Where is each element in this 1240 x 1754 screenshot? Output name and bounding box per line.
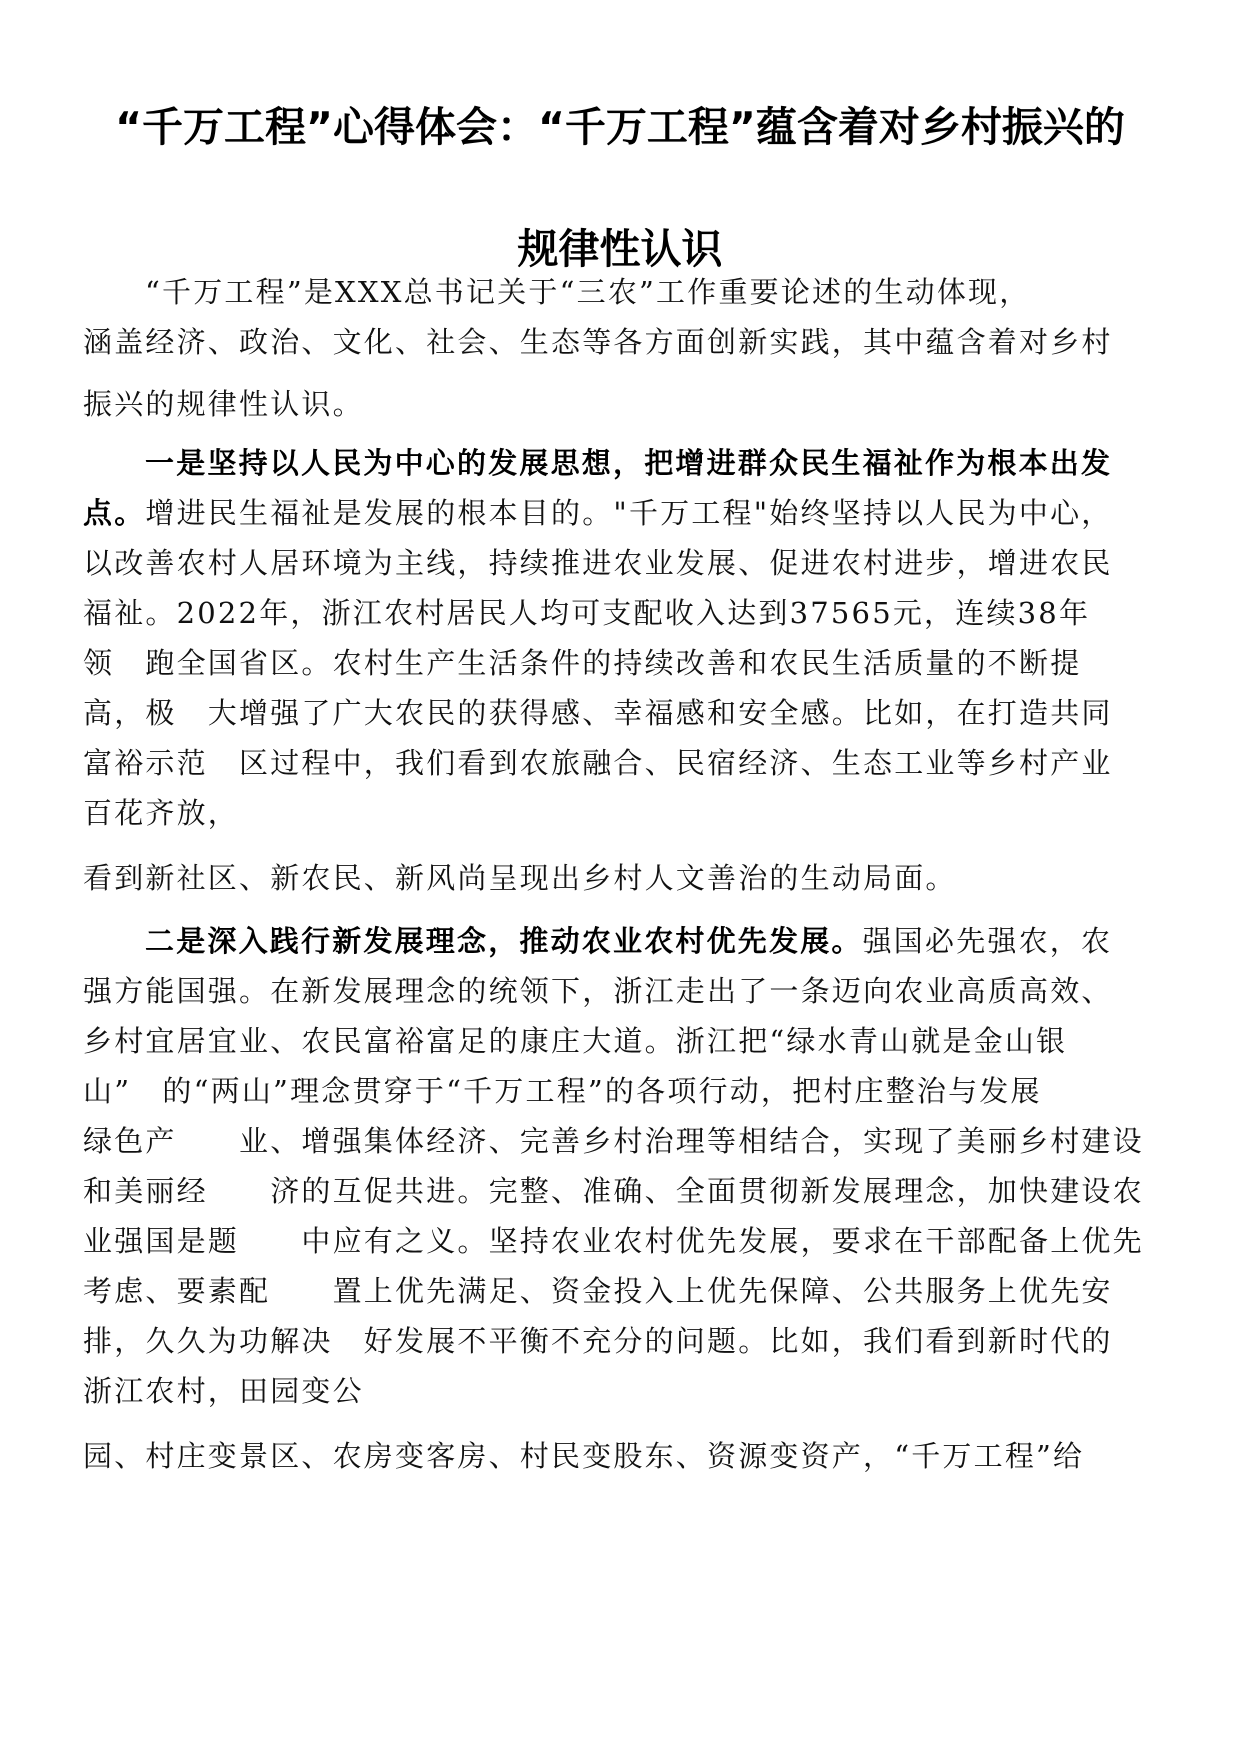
section-heading-end: 点。	[83, 496, 146, 530]
paragraph-line: 强方能国强。在新发展理念的统领下，浙江走出了一条迈向农业高质高效、	[83, 974, 1113, 1008]
paragraph-line: 绿色产 业、增强集体经济、完善乡村治理等相结合，实现了美丽乡村建设	[83, 1124, 1144, 1158]
paragraph-line: 高，极 大增强了广大农民的获得感、幸福感和安全感。比如，在打造共同	[83, 696, 1113, 730]
paragraph-text: 增进民生福祉是发展的根本目的。"千万工程"始终坚持以人民为中心，	[145, 496, 1113, 530]
paragraph-line: 排，久久为功解决 好发展不平衡不充分的问题。比如，我们看到新时代的	[83, 1324, 1113, 1358]
paragraph-line: 富裕示范 区过程中，我们看到农旅融合、民宿经济、生态工业等乡村产业	[83, 746, 1113, 780]
paragraph-line: 看到新社区、新农民、新风尚呈现出乡村人文善治的生动局面。	[83, 861, 957, 895]
paragraph-line: 领 跑全国省区。农村生产生活条件的持续改善和农民生活质量的不断提	[83, 646, 1082, 680]
paragraph-line	[83, 493, 1163, 533]
paragraph-line: 福祉。2022年，浙江农村居民人均可支配收入达到37565元，连续38年	[83, 596, 1091, 630]
section-heading: 二是深入践行新发展理念，推动农业农村优先发展。	[145, 924, 863, 958]
paragraph-line: 和美丽经 济的互促共进。完整、准确、全面贯彻新发展理念，加快建设农	[83, 1174, 1144, 1208]
paragraph-line: 百花齐放，	[83, 796, 240, 830]
paragraph-line: 浙江农村，田园变公	[83, 1374, 364, 1408]
paragraph-line: 以改善农村人居环境为主线，持续推进农业发展、促进农村进步，增进农民	[83, 546, 1113, 580]
paragraph-line: 乡村宜居宜业、农民富裕富足的康庄大道。浙江把“绿水青山就是金山银	[83, 1024, 1068, 1058]
paragraph-line: “千万工程”是XXX总书记关于“三农”工作重要论述的生动体现，	[145, 275, 1031, 309]
paragraph-line: 山” 的“两山”理念贯穿于“千万工程”的各项行动，把村庄整治与发展	[83, 1074, 1042, 1108]
paragraph-line: 涵盖经济、政治、文化、社会、生态等各方面创新实践，其中蕴含着对乡村	[83, 325, 1113, 359]
document-title-line-1: “千万工程”心得体会：“千万工程”蕴含着对乡村振兴的	[115, 103, 1125, 151]
paragraph-line: 振兴的规律性认识。	[83, 387, 364, 421]
paragraph-line: 园、村庄变景区、农房变客房、村民变股东、资源变资产，“千万工程”给	[83, 1439, 1085, 1473]
section-heading-line: 一是坚持以人民为中心的发展思想，把增进群众民生福祉作为根本出发	[145, 446, 1113, 480]
paragraph-line: 考虑、要素配 置上优先满足、资金投入上优先保障、公共服务上优先安	[83, 1274, 1113, 1308]
paragraph-line: 业强国是题 中应有之义。坚持农业农村优先发展，要求在干部配备上优先	[83, 1224, 1144, 1258]
document-title-line-2: 规律性认识	[517, 225, 723, 273]
paragraph-line	[145, 921, 1163, 961]
paragraph-text: 强国必先强农，农	[862, 924, 1113, 958]
